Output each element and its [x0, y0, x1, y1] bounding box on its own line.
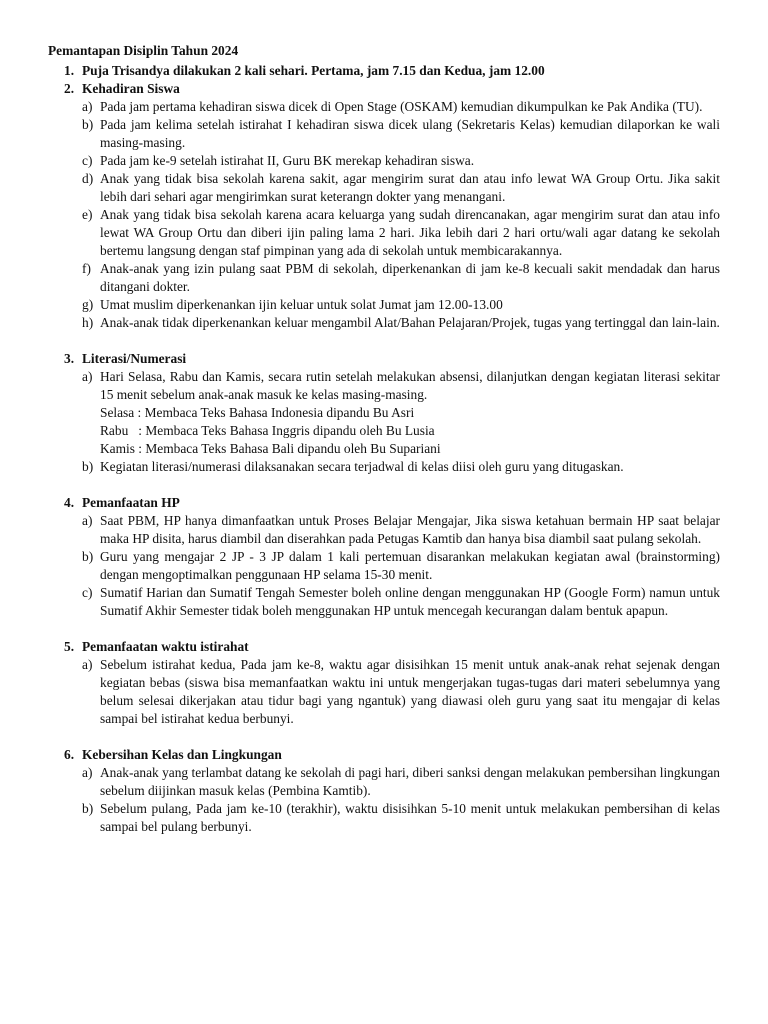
- item-text-block: [100, 170, 720, 206]
- section: [48, 746, 720, 836]
- section-heading: [48, 80, 720, 98]
- item-text-block: [100, 206, 720, 260]
- section-title: Puja Trisandya dilakukan 2 kali sehari. Pertama, jam 7.15 dan Kedua, jam 12.00: [82, 63, 545, 78]
- item-letter: a): [82, 369, 93, 384]
- section-heading: [48, 746, 720, 764]
- list-item: [48, 548, 720, 584]
- list-item: [48, 458, 720, 476]
- list-item: [48, 98, 720, 116]
- schedule-line: Kamis : Membaca Teks Bahasa Bali dipandu oleh Bu Supariani: [100, 441, 441, 456]
- item-list: [48, 368, 720, 476]
- section-list: [48, 62, 720, 836]
- item-text: Kegiatan literasi/numerasi dilaksanakan secara terjadwal di kelas diisi oleh guru yang ditugaskan.: [100, 459, 624, 474]
- item-list: [48, 512, 720, 620]
- list-item: [48, 152, 720, 170]
- item-text-block: [100, 368, 720, 458]
- section-number: 3.: [64, 351, 75, 366]
- item-text-block: [100, 260, 720, 296]
- item-text-block: [100, 548, 720, 584]
- list-item: [48, 800, 720, 836]
- item-text: Hari Selasa, Rabu dan Kamis, secara rutin setelah melakukan absensi, dilanjutkan dengan kegiatan literasi sekitar 15 menit sebelum anak-anak masuk ke kelas masing-masing.: [100, 369, 720, 402]
- item-letter: a): [82, 99, 93, 114]
- list-item: [48, 314, 720, 332]
- section-title: Literasi/Numerasi: [82, 351, 187, 366]
- section-title: Pemanfaatan waktu istirahat: [82, 639, 249, 654]
- item-text-block: [100, 512, 720, 548]
- section-heading: [48, 350, 720, 368]
- item-letter: b): [82, 549, 94, 564]
- item-text-block: [100, 764, 720, 800]
- item-text: Umat muslim diperkenankan ijin keluar untuk solat Jumat jam 12.00-13.00: [100, 297, 503, 312]
- section-number: 2.: [64, 81, 75, 96]
- item-text-block: [100, 152, 720, 170]
- section: [48, 62, 720, 80]
- section: [48, 494, 720, 620]
- item-text: Sebelum pulang, Pada jam ke-10 (terakhir), waktu disisihkan 5-10 menit untuk melakukan pembersihan di kelas sampai bel pulang berbunyi.: [100, 801, 720, 834]
- section-heading: [48, 62, 720, 80]
- section: [48, 350, 720, 476]
- item-letter: b): [82, 801, 94, 816]
- item-text: Anak-anak yang izin pulang saat PBM di sekolah, diperkenankan di jam ke-8 kecuali sakit mendadak dan harus ditangani dokter.: [100, 261, 720, 294]
- item-text: Sebelum istirahat kedua, Pada jam ke-8, waktu agar disisihkan 15 menit untuk anak-anak rehat sejenak dengan kegiatan bebas (siswa bisa memanfaatkan waktu ini untuk mengerjakan tugas-tugas dari materi sebelumnya yang belum selesai dikerjakan atau tidur bagi yang ngantuk) yang diawasi oleh guru yang saat itu mengajar di kelas sampai bel istirahat kedua berbunyi.: [100, 657, 720, 726]
- section-title: Kehadiran Siswa: [82, 81, 180, 96]
- list-item: [48, 764, 720, 800]
- item-text: Anak-anak tidak diperkenankan keluar mengambil Alat/Bahan Pelajaran/Projek, tugas yang tertinggal dan lain-lain.: [100, 315, 720, 330]
- section-heading: [48, 638, 720, 656]
- section-number: 4.: [64, 495, 75, 510]
- section-number: 1.: [64, 63, 75, 78]
- item-letter: b): [82, 117, 94, 132]
- list-item: [48, 584, 720, 620]
- item-text: Sumatif Harian dan Sumatif Tengah Semester boleh online dengan menggunakan HP (Google Form) namun untuk Sumatif Akhir Semester tidak boleh menggunakan HP untuk mencegah kecurangan dalam bentuk apapun.: [100, 585, 720, 618]
- item-list: [48, 656, 720, 728]
- schedule-line: Rabu : Membaca Teks Bahasa Inggris dipandu oleh Bu Lusia: [100, 423, 435, 438]
- item-letter: a): [82, 765, 93, 780]
- item-text-block: [100, 116, 720, 152]
- section-title: Kebersihan Kelas dan Lingkungan: [82, 747, 282, 762]
- item-text-block: [100, 800, 720, 836]
- list-item: [48, 656, 720, 728]
- item-text: Anak yang tidak bisa sekolah karena sakit, agar mengirim surat dan atau info lewat WA Group Ortu. Jika sakit lebih dari sehari agar mengirimkan surat keterangn dokter yang menangani.: [100, 171, 720, 204]
- section-number: 6.: [64, 747, 75, 762]
- section: [48, 80, 720, 332]
- list-item: [48, 296, 720, 314]
- list-item: [48, 512, 720, 548]
- item-text: Guru yang mengajar 2 JP - 3 JP dalam 1 kali pertemuan disarankan melakukan kegiatan awal (brainstorming) dengan mengoptimalkan penggunaan HP selama 15-30 menit.: [100, 549, 720, 582]
- item-text-block: [100, 458, 720, 476]
- item-letter: d): [82, 171, 94, 186]
- list-item: [48, 116, 720, 152]
- section-number: 5.: [64, 639, 75, 654]
- document-title: Pemantapan Disiplin Tahun 2024: [48, 43, 239, 58]
- item-text: Saat PBM, HP hanya dimanfaatkan untuk Proses Belajar Mengajar, Jika siswa ketahuan bermain HP saat belajar maka HP disita, harus diambil dan diserahkan pada Petugas Kamtib dan hanya bisa diambil saat pulang sekolah.: [100, 513, 720, 546]
- item-text: Anak yang tidak bisa sekolah karena acara keluarga yang sudah direncanakan, agar mengirim surat dan atau info lewat WA Group Ortu dan diberi ijin paling lama 2 hari. Jika lebih dari 2 hari ortu/wali agar datang ke sekolah bertemu langsung dengan staf pimpinan yang ada di sekolah untuk membicarakannya.: [100, 207, 720, 258]
- item-letter: f): [82, 261, 91, 276]
- item-text-block: [100, 98, 720, 116]
- item-text-block: [100, 584, 720, 620]
- list-item: [48, 206, 720, 260]
- item-letter: a): [82, 513, 93, 528]
- item-letter: c): [82, 585, 93, 600]
- schedule-line: Selasa : Membaca Teks Bahasa Indonesia dipandu Bu Asri: [100, 405, 415, 420]
- section-heading: [48, 494, 720, 512]
- list-item: [48, 368, 720, 458]
- section-title: Pemanfaatan HP: [82, 495, 180, 510]
- item-text-block: [100, 656, 720, 728]
- item-text: Pada jam kelima setelah istirahat I kehadiran siswa dicek ulang (Sekretaris Kelas) kemudian dilaporkan ke wali masing-masing.: [100, 117, 720, 150]
- item-text: Pada jam pertama kehadiran siswa dicek di Open Stage (OSKAM) kemudian dikumpulkan ke Pak Andika (TU).: [100, 99, 703, 114]
- item-letter: a): [82, 657, 93, 672]
- item-list: [48, 764, 720, 836]
- item-letter: c): [82, 153, 93, 168]
- item-letter: h): [82, 315, 94, 330]
- item-text: Anak-anak yang terlambat datang ke sekolah di pagi hari, diberi sanksi dengan melakukan pembersihan lingkungan sebelum diijinkan masuk kelas (Pembina Kamtib).: [100, 765, 720, 798]
- list-item: [48, 170, 720, 206]
- item-text-block: [100, 296, 720, 314]
- section: [48, 638, 720, 728]
- item-text-block: [100, 314, 720, 332]
- item-letter: g): [82, 297, 94, 312]
- item-list: [48, 98, 720, 332]
- item-text: Pada jam ke-9 setelah istirahat II, Guru BK merekap kehadiran siswa.: [100, 153, 475, 168]
- item-letter: e): [82, 207, 93, 222]
- item-letter: b): [82, 459, 94, 474]
- list-item: [48, 260, 720, 296]
